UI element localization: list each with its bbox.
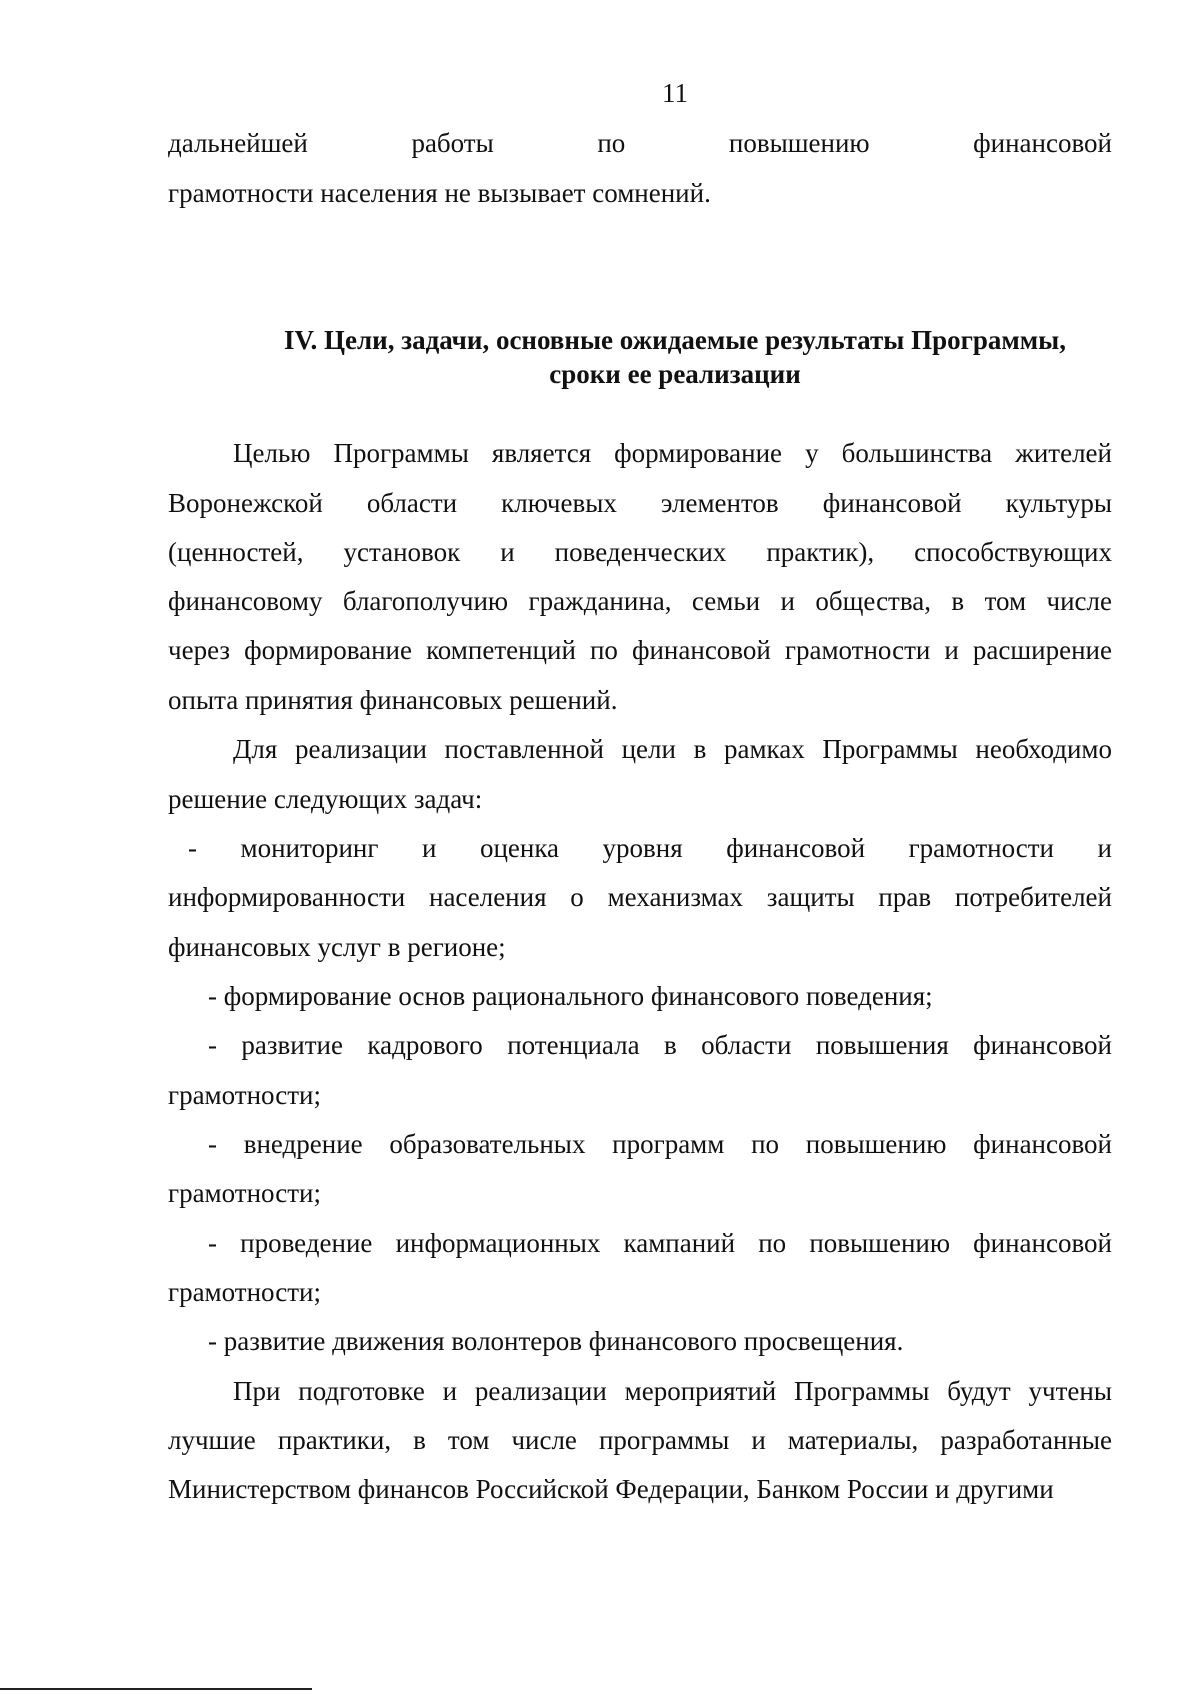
text-line: лучшие практики, в том числе программы и материалы, разработанные	[168, 1425, 1112, 1455]
task-item: - развитие кадрового потенциала в области повышения финансовой	[208, 1030, 1112, 1060]
text-line: При подготовке и реализации мероприятий Программы будут учтены	[233, 1376, 1112, 1406]
task-item: - формирование основ рационального финансового поведения;	[208, 981, 933, 1011]
page-number: 11	[662, 78, 688, 108]
text-line: грамотности населения не вызывает сомнений.	[168, 178, 711, 208]
task-item: - проведение информационных кампаний по повышению финансовой	[208, 1228, 1112, 1258]
text-line: опыта принятия финансовых решений.	[168, 685, 618, 715]
text-line: дальнейшей работы по повышению финансовой	[168, 128, 1112, 158]
task-item: - мониторинг и оценка уровня финансовой грамотности и	[188, 833, 1112, 863]
section-heading-line-2: сроки ее реализации	[549, 359, 801, 389]
text-line: решение следующих задач:	[168, 784, 483, 814]
section-heading-line-1: IV. Цели, задачи, основные ожидаемые результаты Программы,	[284, 325, 1066, 355]
task-item: - внедрение образовательных программ по повышению финансовой	[208, 1129, 1112, 1159]
text-line: Министерством финансов Российской Федерации, Банком России и другими	[168, 1474, 1054, 1504]
text-line: через формирование компетенций по финансовой грамотности и расширение	[168, 635, 1112, 665]
text-line: Целью Программы является формирование у большинства жителей	[233, 438, 1112, 468]
text-line: финансовых услуг в регионе;	[168, 932, 506, 962]
text-line: грамотности;	[168, 1178, 321, 1208]
text-line: грамотности;	[168, 1277, 321, 1307]
text-line: грамотности;	[168, 1080, 321, 1110]
text-line: информированности населения о механизмах защиты прав потребителей	[168, 882, 1112, 912]
text-line: Для реализации поставленной цели в рамках Программы необходимо	[233, 734, 1112, 764]
footer-rule	[0, 1688, 312, 1690]
text-line: (ценностей, установок и поведенческих практик), способствующих	[168, 537, 1112, 567]
text-line: финансовому благополучию гражданина, семьи и общества, в том числе	[168, 586, 1112, 616]
task-item: - развитие движения волонтеров финансового просвещения.	[208, 1326, 904, 1356]
text-line: Воронежской области ключевых элементов финансовой культуры	[168, 488, 1112, 518]
